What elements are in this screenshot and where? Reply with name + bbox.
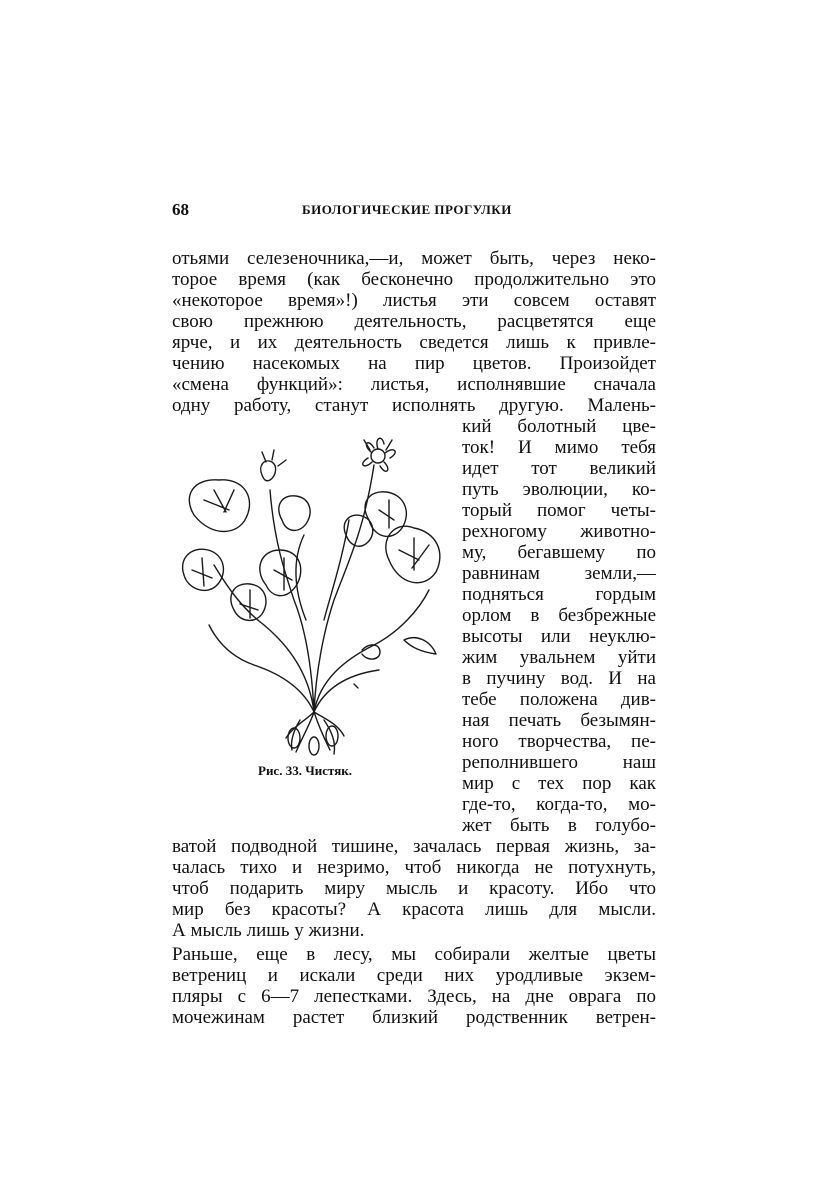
body-line: отьями селезеночника,—и, может быть, через неко- [172, 248, 656, 269]
lesser-celandine-illustration-icon [174, 420, 458, 764]
wrap-line: торый помог четы- [462, 500, 656, 521]
wrap-line: в пучину вод. И на [462, 668, 656, 689]
wrap-line: подняться гордым [462, 584, 656, 605]
body-line: «некоторое время»!) листья эти совсем оставят [172, 290, 656, 311]
wrap-line: кий болотный цве- [462, 416, 656, 437]
wrap-line: реполнившего наш [462, 752, 656, 773]
body-line: чению насекомых на пир цветов. Произойдет [172, 353, 656, 374]
page-number: 68 [172, 200, 189, 219]
body-line: мочежинам растет близкий родственник ветрен- [172, 1007, 656, 1028]
body-line: чалась тихо и незримо, чтоб никогда не потухнуть, [172, 857, 656, 878]
wrap-line: идет тот великий [462, 458, 656, 479]
wrap-line: орлом в безбрежные [462, 605, 656, 626]
body-line: «смена функций»: листья, исполнявшие сначала [172, 374, 656, 395]
body-line: ярче, и их деятельность сведется лишь к привле- [172, 332, 656, 353]
wrap-line: равнинам земли,— [462, 563, 656, 584]
figure-caption: Рис. 33. Чистяк. [258, 763, 352, 778]
body-line: пляры с 6—7 лепестками. Здесь, на дне оврага по [172, 986, 656, 1007]
body-line: свою прежнюю деятельность, расцветятся еще [172, 311, 656, 332]
running-title: БИОЛОГИЧЕСКИЕ ПРОГУЛКИ [302, 202, 512, 217]
wrap-line: му, бегавшему по [462, 542, 656, 563]
page-header [172, 200, 656, 222]
wrap-line: ного творчества, пе- [462, 731, 656, 752]
wrap-line: жим увальнем уйти [462, 647, 656, 668]
wrap-line: ток! И мимо тебя [462, 437, 656, 458]
body-line: одну работу, станут исполнять другую. Малень- [172, 395, 656, 416]
body-line: торое время (как бесконечно продолжительно это [172, 269, 656, 290]
wrap-line: мир с тех пор как [462, 773, 656, 794]
wrap-line: рехногому животно- [462, 521, 656, 542]
wrap-line: путь эволюции, ко- [462, 479, 656, 500]
body-line: чтоб подарить миру мысль и красоту. Ибо что [172, 878, 656, 899]
body-line: А мысль лишь у жизни. [172, 920, 365, 941]
wrap-line: тебе положена див- [462, 689, 656, 710]
body-line: ветрениц и искали среди них уродливые экзем- [172, 965, 656, 986]
wrap-line: высоты или неуклю- [462, 626, 656, 647]
wrap-line: жет быть в голубо- [462, 815, 656, 836]
body-line: ватой подводной тишине, зачалась первая жизнь, за- [172, 836, 656, 857]
body-line: мир без красоты? А красота лишь для мысли. [172, 899, 656, 920]
wrap-line: ная печать безымян- [462, 710, 656, 731]
body-line: Раньше, еще в лесу, мы собирали желтые цветы [172, 944, 656, 965]
wrap-line: где-то, когда-то, мо- [462, 794, 656, 815]
